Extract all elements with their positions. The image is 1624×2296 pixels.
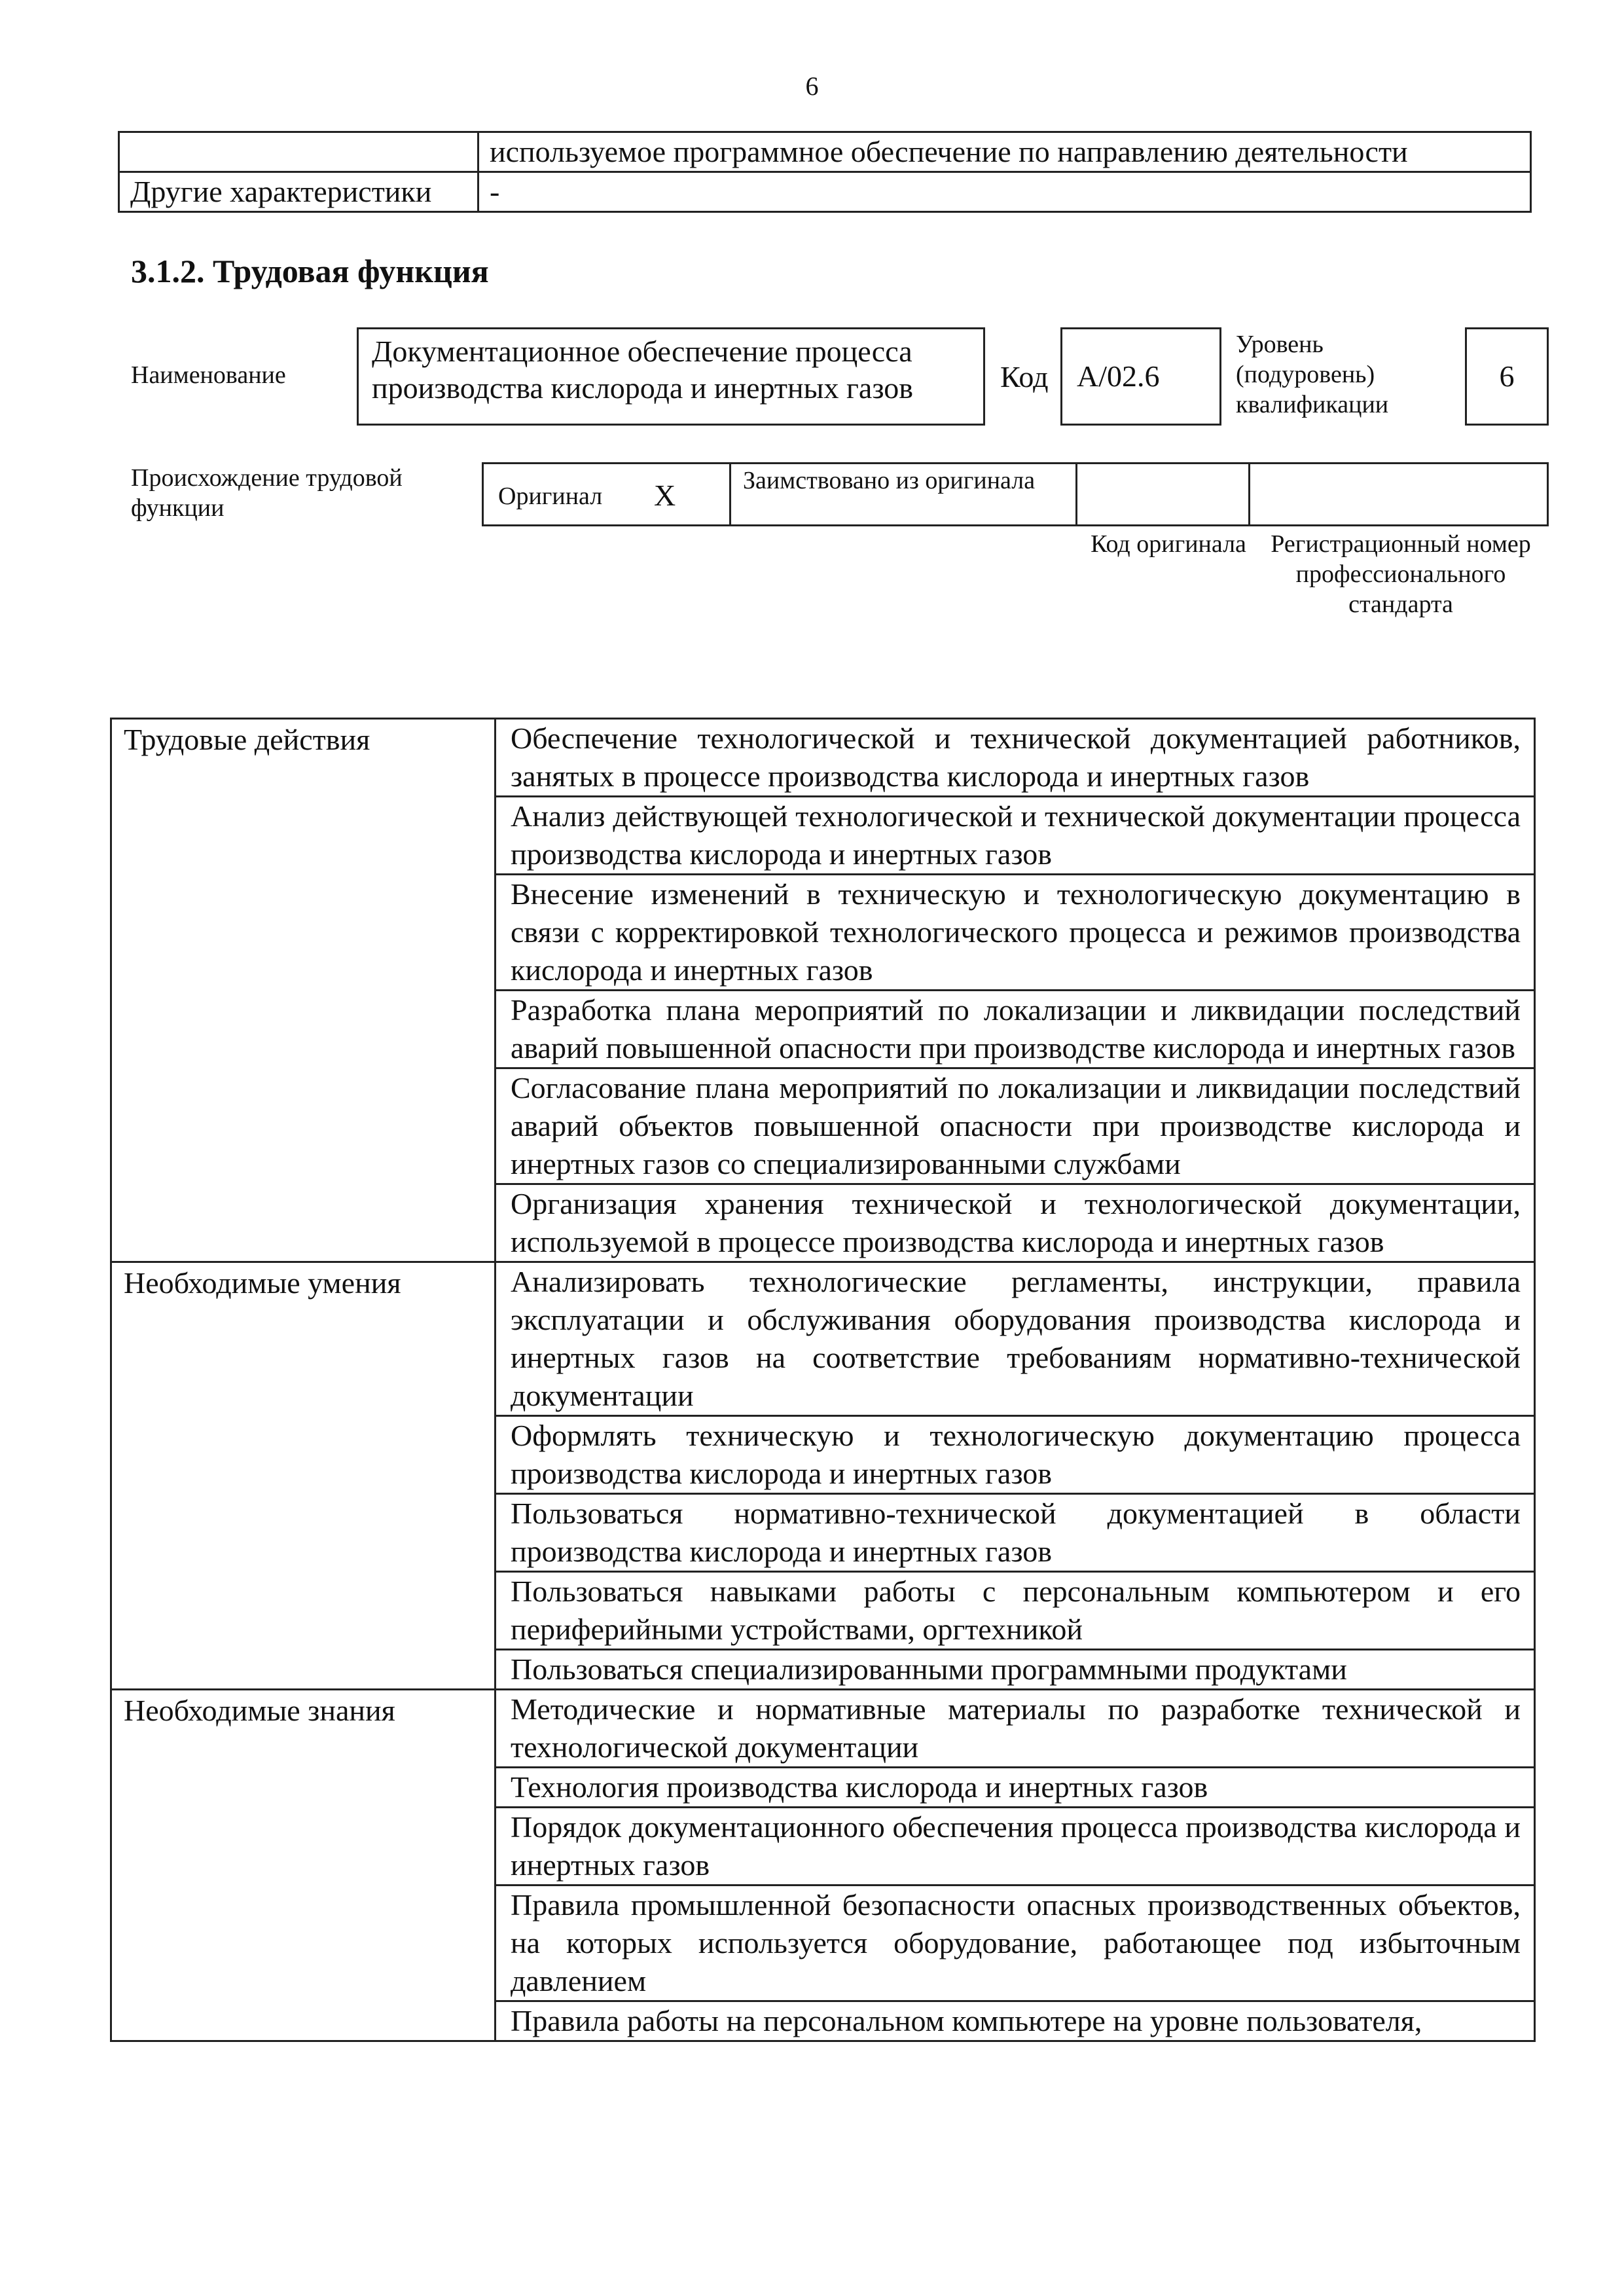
borrowed-label: Заимствовано из оригинала [743, 467, 1036, 494]
other-characteristics-value: - [478, 172, 1531, 212]
table-cell: Порядок документационного обеспечения процесса производства кислорода и инертных газов [496, 1808, 1535, 1886]
code-label: Код [1000, 360, 1049, 393]
section-label: Трудовые действия [111, 719, 496, 1262]
labor-function-table [110, 718, 1536, 2042]
level-label: Уровень (подуровень) квалификации [1236, 331, 1389, 418]
page-number: 6 [805, 71, 819, 101]
table-cell: Пользоваться нормативно-технической документацией в области производства кислорода и инертных газов [496, 1494, 1535, 1572]
table-row [111, 1262, 1535, 1416]
table-row [111, 1690, 1535, 1768]
table-cell: Организация хранения технической и технологической документации, используемой в процессе производства кислорода и инертных газов [496, 1184, 1535, 1262]
section-title: 3.1.2. Трудовая функция [131, 253, 489, 289]
table-cell: Анализировать технологические регламенты, инструкции, правила эксплуатации и обслуживания оборудования производства кислорода и инертных газов на соответствие требованиям нормативно-технической документации [496, 1262, 1535, 1416]
name-value: Документационное обеспечение процесса производства кислорода и инертных газов [357, 327, 985, 426]
other-characteristics-label: Другие характеристики [119, 172, 478, 212]
table-cell: Пользоваться специализированными программными продуктами [496, 1650, 1535, 1690]
table-cell: Оформлять техническую и технологическую документацию процесса производства кислорода и инертных газов [496, 1416, 1535, 1494]
origin-box [482, 462, 1549, 526]
table-cell: Методические и нормативные материалы по разработке технической и технологической документации [496, 1690, 1535, 1768]
table-cell: используемое программное обеспечение по направлению деятельности [478, 132, 1531, 172]
origin-divider [1075, 464, 1077, 524]
table-cell: Пользоваться навыками работы с персональным компьютером и его периферийными устройствами, оргтехникой [496, 1572, 1535, 1650]
table-cell: Правила работы на персональном компьютере на уровне пользователя, [496, 2001, 1535, 2041]
table-cell: Согласование плана мероприятий по локализации и ликвидации последствий аварий объектов повышенной опасности при производстве кислорода и инертных газов со специализированными службами [496, 1068, 1535, 1184]
name-label: Наименование [131, 361, 286, 389]
table-cell: Правила промышленной безопасности опасных производственных объектов, на которых используется оборудование, работающее под избыточным давлением [496, 1886, 1535, 2001]
reg-caption: Регистрационный номер профессионального стандарта [1271, 530, 1531, 618]
origin-divider [729, 464, 731, 524]
table-cell: Внесение изменений в техническую и технологическую документацию в связи с корректировкой технологического процесса и режимов производства кислорода и инертных газов [496, 875, 1535, 991]
origin-label: Происхождение трудовой функции [131, 464, 403, 522]
table-cell: Технология производства кислорода и инертных газов [496, 1768, 1535, 1808]
table-cell: Разработка плана мероприятий по локализации и ликвидации последствий аварий повышенной опасности при производстве кислорода и инертных газов [496, 991, 1535, 1068]
table-row [119, 172, 1531, 212]
top-continuation-table [118, 131, 1532, 213]
code-caption: Код оригинала [1091, 530, 1246, 558]
table-row [111, 719, 1535, 797]
origin-divider [1248, 464, 1250, 524]
original-mark: X [654, 479, 676, 512]
table-row [119, 132, 1531, 172]
level-value: 6 [1465, 327, 1549, 426]
section-label: Необходимые умения [111, 1262, 496, 1690]
section-label: Необходимые знания [111, 1690, 496, 2041]
table-cell-empty [119, 132, 478, 172]
table-cell: Обеспечение технологической и технической документацией работников, занятых в процессе производства кислорода и инертных газов [496, 719, 1535, 797]
code-value: A/02.6 [1060, 327, 1221, 426]
table-cell: Анализ действующей технологической и технической документации процесса производства кислорода и инертных газов [496, 797, 1535, 875]
original-label: Оригинал [498, 483, 603, 510]
